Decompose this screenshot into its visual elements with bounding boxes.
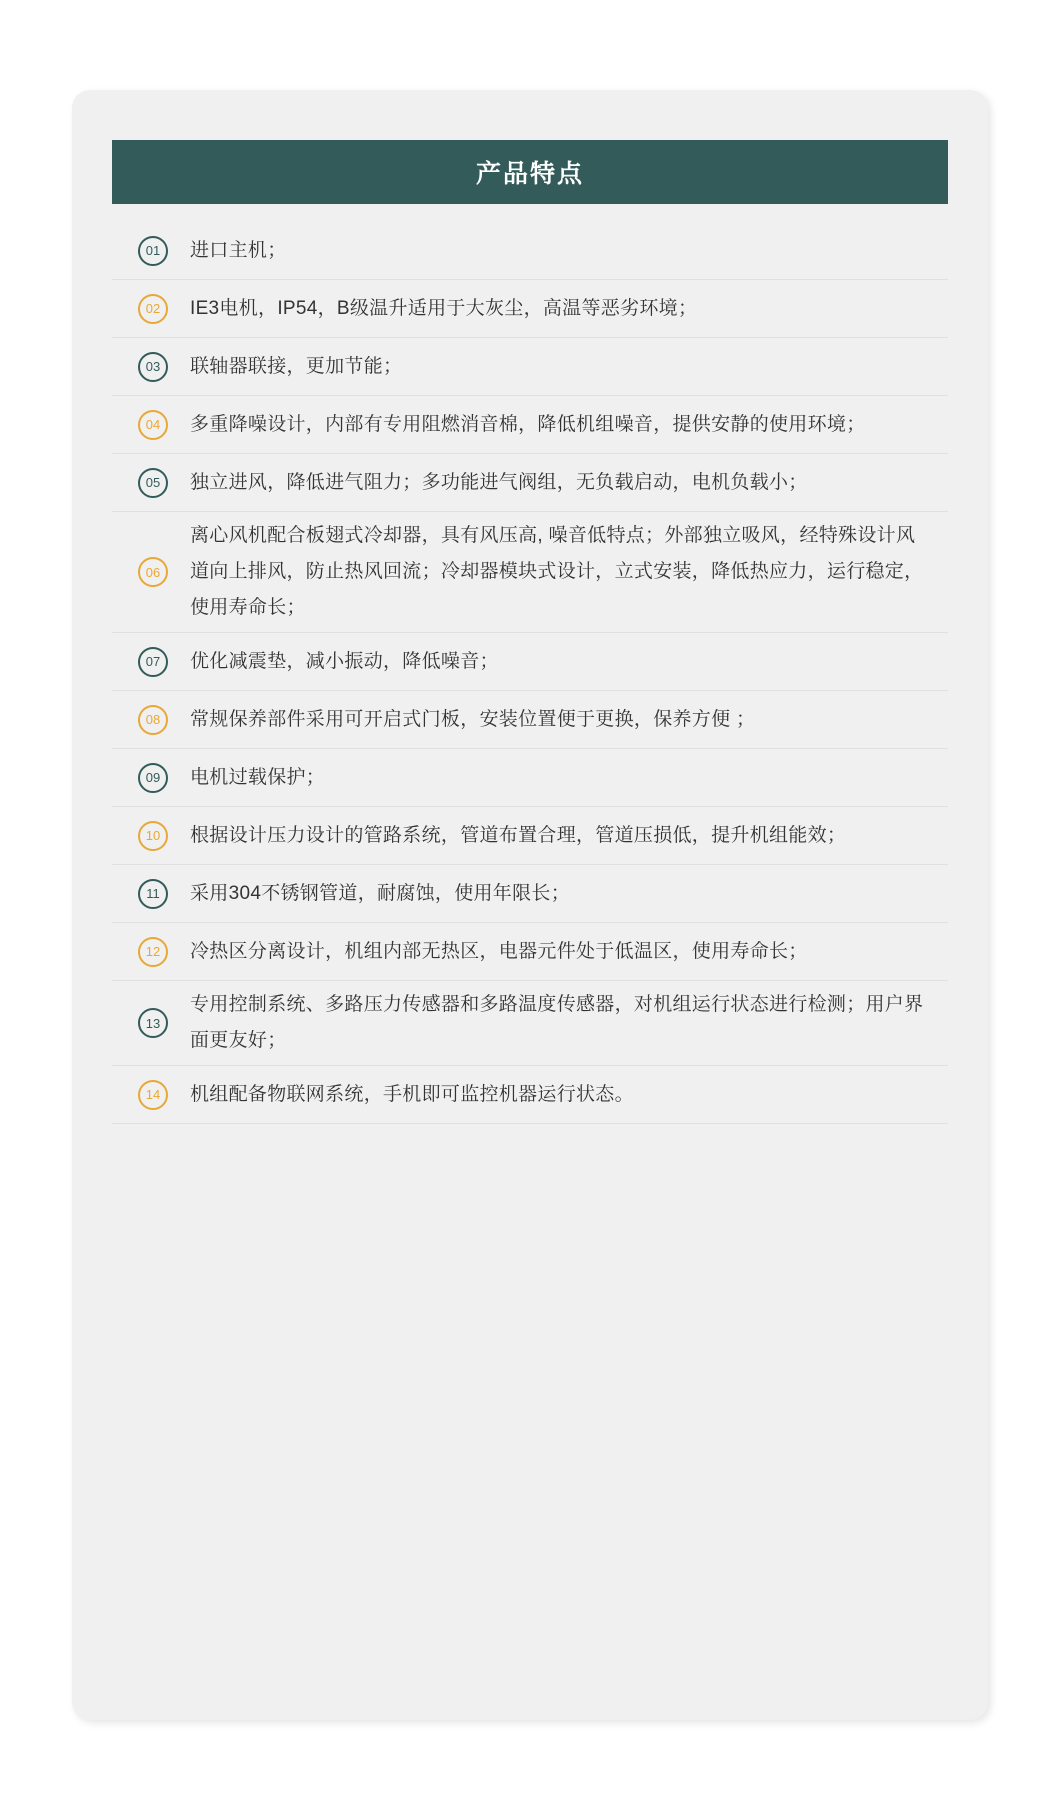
- feature-number-badge: 12: [138, 937, 168, 967]
- feature-number-badge: 03: [138, 352, 168, 382]
- feature-row: [112, 280, 948, 338]
- feature-row: [112, 633, 948, 691]
- page-title: 产品特点: [475, 160, 584, 188]
- feature-text: 根据设计压力设计的管路系统，管道布置合理，管道压损低，提升机组能效；: [190, 824, 847, 846]
- feature-number-badge: 07: [138, 647, 168, 677]
- section-header: [112, 140, 948, 204]
- feature-row: [112, 1066, 948, 1124]
- feature-list: [112, 222, 948, 1124]
- feature-text: IE3电机，IP54，B级温升适用于大灰尘，高温等恶劣环境；: [190, 297, 698, 319]
- feature-number-badge: 11: [138, 879, 168, 909]
- feature-number-badge: 08: [138, 705, 168, 735]
- feature-text: 专用控制系统、多路压力传感器和多路温度传感器，对机组运行状态进行检测；用户界面更友好；: [190, 994, 924, 1051]
- feature-text: 冷热区分离设计，机组内部无热区，电器元件处于低温区，使用寿命长；: [190, 940, 808, 962]
- feature-number-badge: 02: [138, 294, 168, 324]
- feature-row: [112, 923, 948, 981]
- feature-text: 离心风机配合板翅式冷却器，具有风压高, 噪音低特点；外部独立吸风，经特殊设计风道向上排风，防止热风回流；冷却器模块式设计，立式安装，降低热应力，运行稳定，使用寿命长；: [190, 525, 924, 618]
- feature-row: [112, 691, 948, 749]
- feature-row: [112, 222, 948, 280]
- feature-text: 优化减震垫，减小振动，降低噪音；: [190, 650, 499, 672]
- feature-text: 电机过载保护；: [190, 766, 326, 788]
- feature-row: [112, 512, 948, 633]
- feature-text: 多重降噪设计，内部有专用阻燃消音棉，降低机组噪音，提供安静的使用环境；: [190, 413, 866, 435]
- feature-text: 采用304不锈钢管道，耐腐蚀，使用年限长；: [190, 882, 571, 904]
- feature-text: 机组配备物联网系统，手机即可监控机器运行状态。: [190, 1083, 634, 1105]
- feature-number-badge: 09: [138, 763, 168, 793]
- feature-row: [112, 807, 948, 865]
- feature-row: [112, 865, 948, 923]
- feature-number-badge: 13: [138, 1008, 168, 1038]
- feature-row: [112, 981, 948, 1066]
- feature-text: 联轴器联接，更加节能；: [190, 355, 403, 377]
- feature-row: [112, 454, 948, 512]
- feature-text: 常规保养部件采用可开启式门板，安装位置便于更换，保养方便 ；: [190, 708, 756, 730]
- feature-row: [112, 749, 948, 807]
- feature-row: [112, 396, 948, 454]
- feature-number-badge: 04: [138, 410, 168, 440]
- feature-number-badge: 05: [138, 468, 168, 498]
- feature-row: [112, 338, 948, 396]
- feature-text: 独立进风，降低进气阻力；多功能进气阀组，无负载启动，电机负载小；: [190, 471, 808, 493]
- feature-text: 进口主机；: [190, 239, 287, 261]
- feature-number-badge: 14: [138, 1080, 168, 1110]
- feature-card: [72, 90, 988, 1720]
- feature-number-badge: 01: [138, 236, 168, 266]
- feature-number-badge: 06: [138, 557, 168, 587]
- feature-number-badge: 10: [138, 821, 168, 851]
